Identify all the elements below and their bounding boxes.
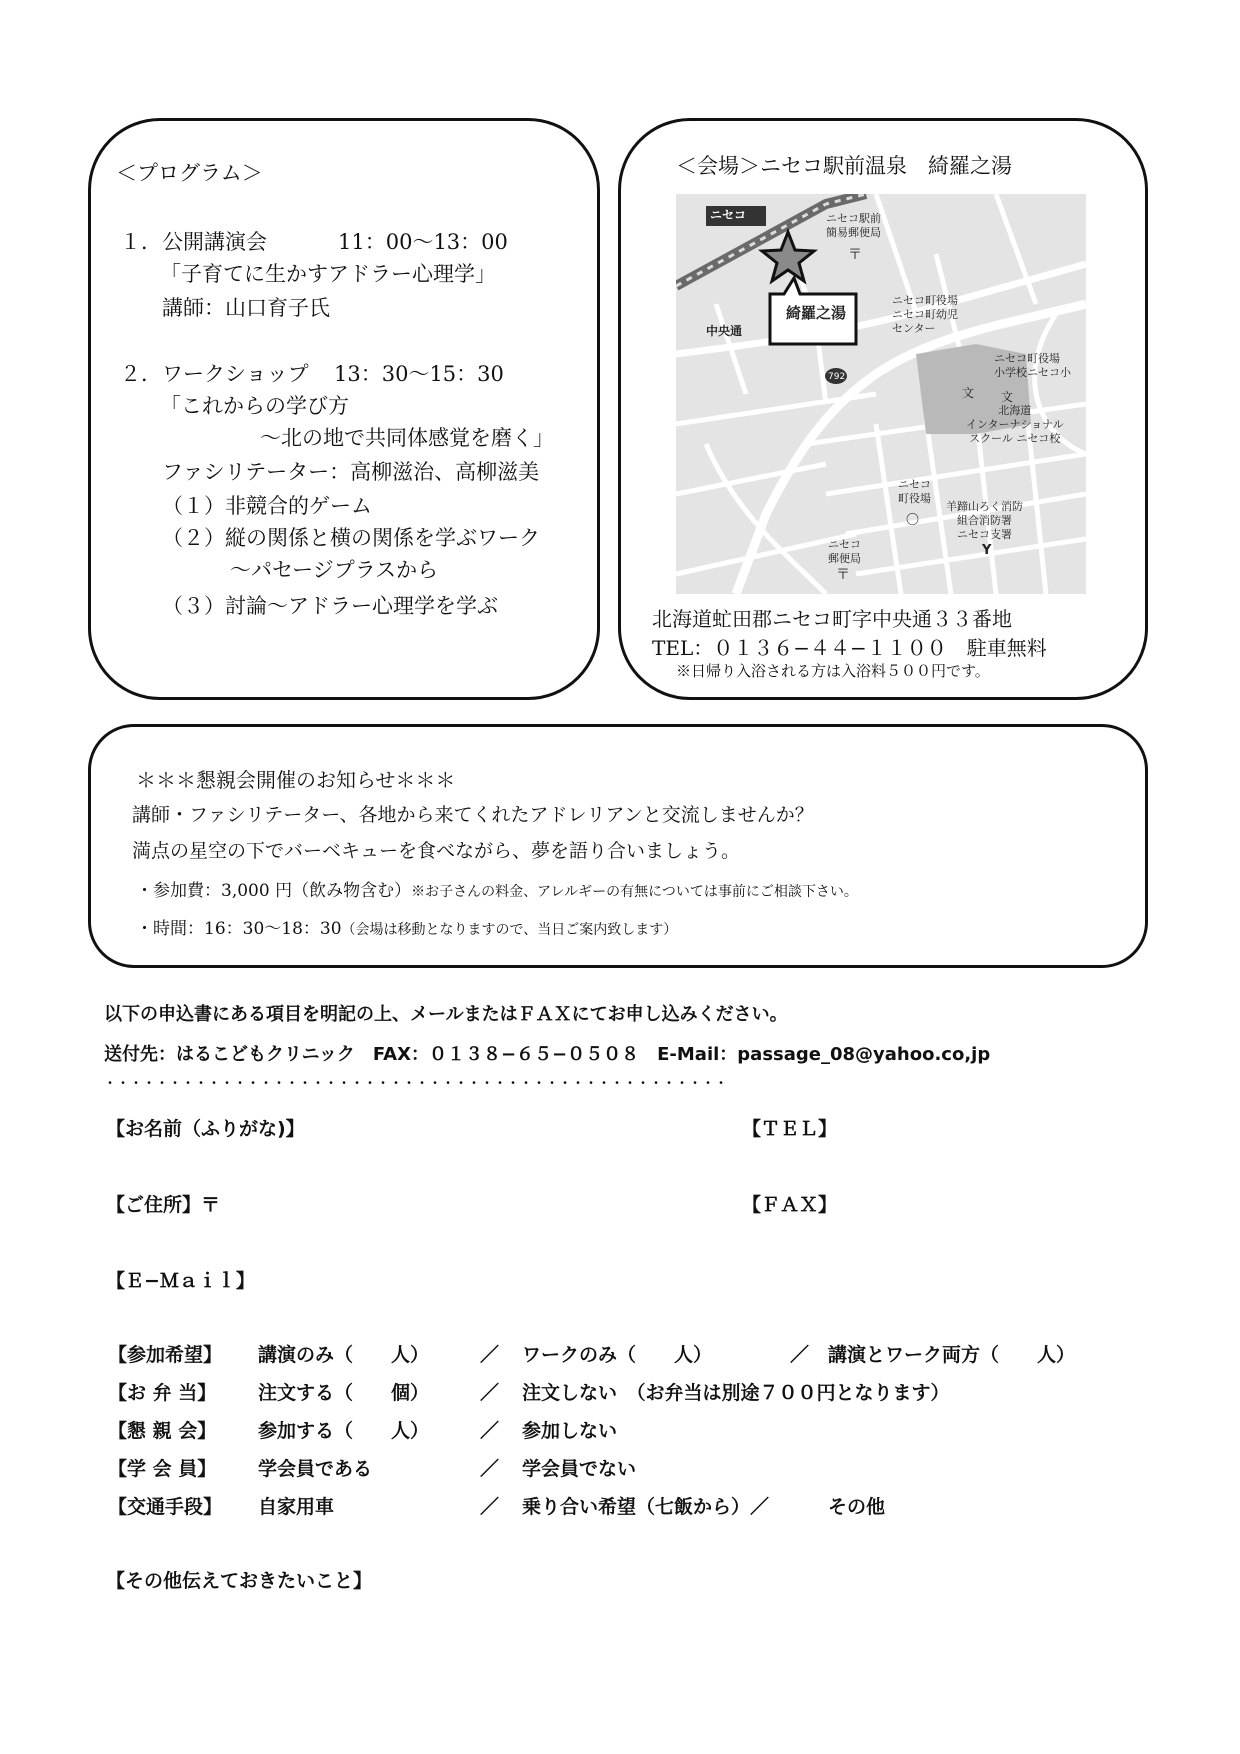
program-item1-time: 11：00〜13：00 bbox=[338, 230, 508, 254]
program-item1-subtitle: 「子育てに生かすアドラー心理学」 bbox=[160, 262, 496, 286]
party-fee-main: ・参加費：3,000 円（飲み物含む） bbox=[136, 881, 412, 901]
form-lunch-opt1[interactable]: 注文する（ 個） bbox=[258, 1382, 430, 1404]
map-town-office-label: ニセコ 町役場 bbox=[898, 478, 931, 505]
program-item2-sub3: （３）討論〜アドラー心理学を学ぶ bbox=[162, 594, 498, 618]
party-fee-note: ※お子さんの料金、アレルギーの有無については事前にご相談下さい。 bbox=[411, 884, 858, 900]
party-time-main: ・時間：16：30〜18：30 bbox=[136, 919, 342, 939]
map-central-street-label: 中央通 bbox=[706, 324, 743, 338]
venue-address: 北海道虻田郡ニセコ町字中央通３３番地 bbox=[652, 607, 1012, 631]
form-lunch-sep1: ／ bbox=[480, 1382, 500, 1404]
form-tel-label: 【ＴＥＬ】 bbox=[742, 1118, 838, 1140]
map-streets bbox=[676, 194, 1086, 594]
form-participation-sep1: ／ bbox=[480, 1344, 500, 1366]
map-post-mark-2: 〒 bbox=[836, 567, 850, 583]
application-sendto: 送付先：はるこどもクリニック FAX：０１３８−６５−０５０８ E-Mail：passage_08@yahoo.co,jp bbox=[104, 1044, 991, 1065]
form-member-opt1[interactable]: 学会員である bbox=[258, 1458, 373, 1480]
program-heading: ＜プログラム＞ bbox=[116, 161, 263, 185]
form-member-sep1: ／ bbox=[480, 1458, 500, 1480]
program-item2-sub1: （１）非競合的ゲーム bbox=[162, 494, 372, 518]
program-item2-subtitle1: 「これからの学び方 bbox=[160, 394, 349, 418]
map-school-mark-1: 文 bbox=[962, 386, 975, 400]
venue-note: ※日帰り入浴される方は入浴料５００円です。 bbox=[676, 662, 990, 680]
map-town-office-kindergarten-label: ニセコ町役場 ニセコ町幼児 センター bbox=[892, 294, 958, 335]
form-transport-opt1[interactable]: 自家用車 bbox=[258, 1496, 335, 1518]
program-item1-speaker: 講師：山口育子氏 bbox=[162, 296, 330, 320]
application-divider: ・・・・・・・・・・・・・・・・・・・・・・・・・・・・・・・・・・・・・・・・・・・・・・・・ bbox=[104, 1076, 729, 1090]
map-station-label: ニセコ bbox=[710, 208, 747, 222]
map-school-annex-label: ニセコ町役場 小学校ニセコ小 bbox=[994, 352, 1071, 379]
map-post-mark-1: 〒 bbox=[848, 247, 862, 263]
map-post-station-label bbox=[826, 212, 881, 240]
form-participation-sep2: ／ bbox=[790, 1344, 810, 1366]
form-party-label: 【懇 親 会】 bbox=[108, 1420, 217, 1442]
form-fax-label: 【ＦＡＸ】 bbox=[742, 1194, 838, 1216]
form-participation-opt2[interactable]: ワークのみ（ 人） bbox=[522, 1344, 713, 1366]
form-participation-opt1[interactable]: 講演のみ（ 人） bbox=[258, 1344, 430, 1366]
form-address-label: 【ご住所】〒 bbox=[106, 1194, 221, 1216]
map-callout-text: 綺羅之湯 bbox=[786, 304, 847, 322]
program-item2-title: ２．ワークショップ bbox=[120, 362, 309, 386]
map-fire-mark: Y bbox=[982, 543, 992, 558]
form-other-label: 【その他伝えておきたいこと】 bbox=[106, 1570, 373, 1592]
map-fire-station-label: 羊蹄山ろく消防 組合消防署 ニセコ支署 bbox=[946, 500, 1023, 541]
form-party-opt1[interactable]: 参加する（ 人） bbox=[258, 1420, 430, 1442]
form-lunch-label: 【お 弁 当】 bbox=[108, 1382, 217, 1404]
form-transport-sep1: ／ bbox=[480, 1496, 500, 1518]
program-item1-title: １．公開講演会 bbox=[120, 230, 267, 254]
venue-tel: TEL：０１３６−４４−１１００ 駐車無料 bbox=[652, 636, 1047, 660]
party-heading: ＊＊＊懇親会開催のお知らせ＊＊＊ bbox=[136, 768, 456, 792]
form-email-label: 【Ｅ−Ｍａｉｌ】 bbox=[106, 1270, 255, 1292]
form-participation-label: 【参加希望】 bbox=[108, 1344, 223, 1366]
venue-map bbox=[676, 194, 1086, 594]
application-instruction: 以下の申込書にある項目を明記の上、メールまたはＦＡＸにてお申し込みください。 bbox=[104, 1004, 788, 1025]
form-member-label: 【学 会 員】 bbox=[108, 1458, 217, 1480]
map-post-station-text: ニセコ駅前 簡易郵便局 bbox=[826, 212, 881, 239]
form-lunch-opt2[interactable]: 注文しない （お弁当は別途７００円となります） bbox=[522, 1382, 950, 1404]
form-transport-opt3[interactable]: その他 bbox=[828, 1496, 886, 1518]
program-item2-facilitator: ファシリテーター：高柳滋治、高柳滋美 bbox=[162, 460, 540, 484]
program-item2-subtitle2: 〜北の地で共同体感覚を磨く」 bbox=[260, 426, 554, 450]
map-office-mark: 〇 bbox=[906, 513, 920, 528]
venue-heading: ＜会場＞ニセコ駅前温泉 綺羅之湯 bbox=[676, 154, 1012, 178]
form-transport-opt2[interactable]: 乗り合い希望（七飯から）／ bbox=[522, 1496, 770, 1518]
party-time bbox=[136, 914, 677, 939]
party-fee bbox=[136, 876, 858, 901]
program-item2-sub2: （２）縦の関係と横の関係を学ぶワーク bbox=[162, 526, 540, 550]
party-line1: 講師・ファシリテーター、各地から来てくれたアドレリアンと交流しませんか？ bbox=[132, 804, 814, 826]
map-intl-school-label: 北海道 インターナショナル スクール ニセコ校 bbox=[966, 404, 1064, 445]
program-item2-time: 13：30〜15：30 bbox=[334, 362, 504, 386]
form-participation-opt3[interactable]: 講演とワーク両方（ 人） bbox=[828, 1344, 1076, 1366]
program-item2-sub2b: 〜パセージプラスから bbox=[230, 558, 439, 582]
form-name-label: 【お名前（ふりがな)】 bbox=[106, 1118, 305, 1140]
map-post-office-label: ニセコ 郵便局 bbox=[828, 538, 861, 565]
form-party-opt2[interactable]: 参加しない bbox=[522, 1420, 618, 1442]
form-transport-label: 【交通手段】 bbox=[108, 1496, 223, 1518]
map-school-mark-2: 文 bbox=[1001, 390, 1014, 404]
form-member-opt2[interactable]: 学会員でない bbox=[522, 1458, 637, 1480]
party-line2: 満点の星空の下でバーベキューを食べながら、夢を語り合いましょう。 bbox=[132, 840, 741, 862]
form-party-sep1: ／ bbox=[480, 1420, 500, 1442]
map-route-label: 792 bbox=[828, 372, 846, 382]
party-time-note: （会場は移動となりますので、当日ご案内致します） bbox=[341, 922, 678, 938]
